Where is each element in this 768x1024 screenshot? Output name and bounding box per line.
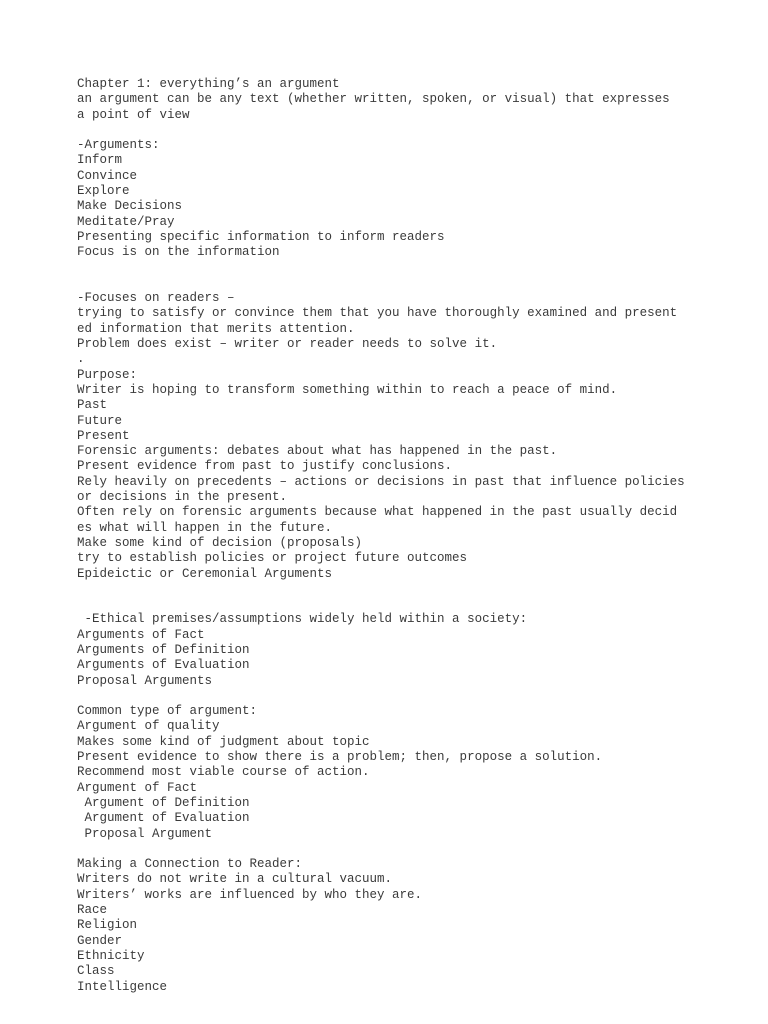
- text-line: Argument of Definition: [77, 795, 250, 810]
- text-line: Problem does exist – writer or reader needs to solve it.: [77, 337, 498, 352]
- text-line: Argument of quality: [77, 719, 220, 734]
- text-line: Religion: [77, 918, 138, 933]
- text-line: try to establish policies or project future outcomes: [77, 551, 468, 566]
- blank-line: [77, 582, 717, 597]
- text-line: Make some kind of decision (proposals): [77, 535, 363, 550]
- text-line: Writers do not write in a cultural vacuum.: [77, 872, 393, 887]
- text-line: Rely heavily on precedents – actions or decisions in past that influence policies: [77, 474, 685, 489]
- text-line: an argument can be any text (whether written, spoken, or visual) that expresses: [77, 92, 670, 107]
- text-line: Class: [77, 964, 115, 979]
- text-line: Make Decisions: [77, 199, 183, 214]
- text-line: Present evidence to show there is a problem; then, propose a solution.: [77, 750, 603, 765]
- text-line: Proposal Argument: [77, 826, 213, 841]
- text-line: Gender: [77, 933, 123, 948]
- text-line: trying to satisfy or convince them that you have thoroughly examined and present: [77, 306, 678, 321]
- text-line: Writers’ works are influenced by who they are.: [77, 887, 423, 902]
- text-line: Ethnicity: [77, 948, 145, 963]
- text-line: Often rely on forensic arguments because what happened in the past usually decid: [77, 505, 678, 520]
- text-line: Argument of Fact: [77, 780, 198, 795]
- blank-line: [77, 261, 717, 276]
- text-line: Inform: [77, 153, 123, 168]
- text-line: Focus is on the information: [77, 245, 280, 260]
- text-line: Present: [77, 428, 130, 443]
- text-line: Proposal Arguments: [77, 673, 213, 688]
- text-line: Meditate/Pray: [77, 214, 175, 229]
- text-line: Purpose:: [77, 367, 138, 382]
- text-line: or decisions in the present.: [77, 490, 288, 505]
- text-line: Making a Connection to Reader:: [77, 857, 303, 872]
- text-line: Explore: [77, 184, 130, 199]
- text-line: Chapter 1: everything’s an argument: [77, 77, 340, 91]
- text-line: a point of view: [77, 107, 190, 122]
- text-line: Past: [77, 398, 108, 413]
- text-line: Race: [77, 903, 108, 918]
- text-line: Intelligence: [77, 979, 168, 994]
- document-body: [77, 77, 717, 995]
- text-line: ed information that merits attention.: [77, 321, 355, 336]
- text-line: Arguments of Definition: [77, 642, 250, 657]
- text-line: Convince: [77, 168, 138, 183]
- text-line: es what will happen in the future.: [77, 520, 333, 535]
- text-line: Forensic arguments: debates about what has happened in the past.: [77, 444, 558, 459]
- text-line: -Focuses on readers –: [77, 291, 235, 306]
- blank-line: [77, 123, 717, 138]
- text-line: Recommend most viable course of action.: [77, 765, 370, 780]
- text-line: Epideictic or Ceremonial Arguments: [77, 566, 333, 581]
- text-line: Present evidence from past to justify conclusions.: [77, 459, 453, 474]
- text-line: Makes some kind of judgment about topic: [77, 734, 370, 749]
- blank-line: [77, 689, 717, 704]
- text-line: Writer is hoping to transform something within to reach a peace of mind.: [77, 382, 618, 397]
- text-line: Common type of argument:: [77, 704, 258, 719]
- blank-line: [77, 842, 717, 857]
- text-line: -Arguments:: [77, 138, 160, 153]
- text-line: -Ethical premises/assumptions widely held within a society:: [77, 612, 528, 627]
- blank-line: [77, 597, 717, 612]
- blank-line: [77, 276, 717, 291]
- text-line: Future: [77, 413, 123, 428]
- text-line: .: [77, 352, 85, 367]
- text-line: Arguments of Evaluation: [77, 658, 250, 673]
- text-line: Presenting specific information to inform readers: [77, 229, 445, 244]
- text-line: Argument of Evaluation: [77, 811, 250, 826]
- text-line: Arguments of Fact: [77, 627, 205, 642]
